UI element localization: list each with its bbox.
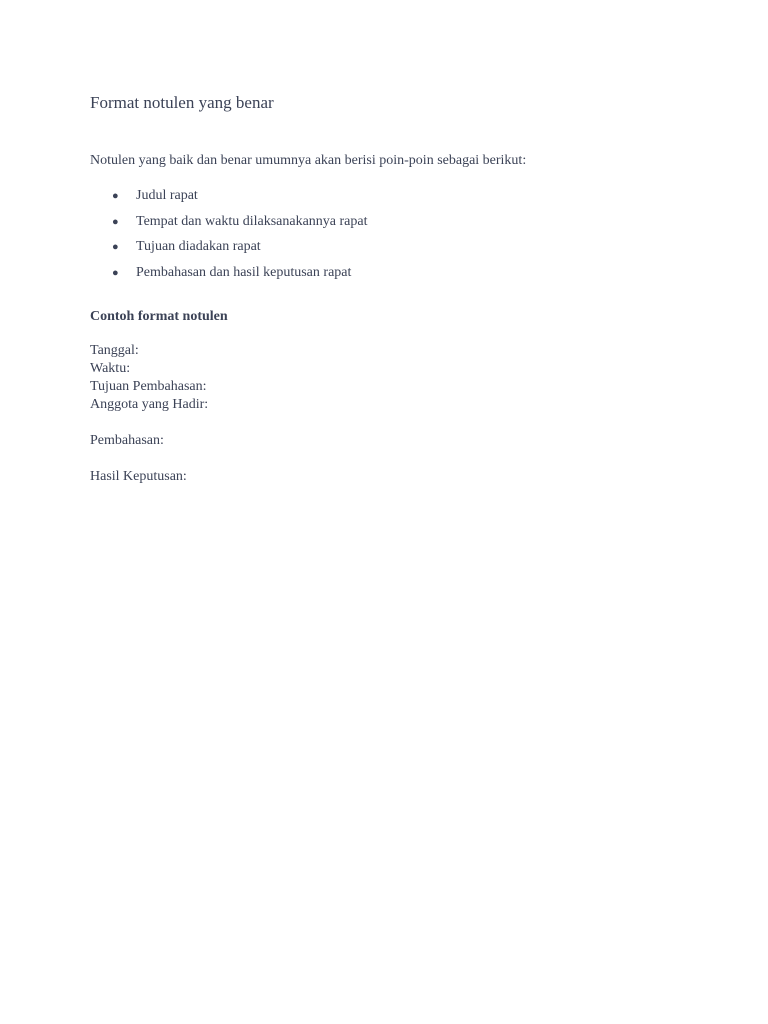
field-waktu: Waktu: — [90, 361, 131, 376]
field-pembahasan: Pembahasan: — [90, 433, 164, 448]
list-item-text: Judul rapat — [136, 188, 198, 203]
field-tanggal: Tanggal: — [90, 343, 139, 358]
list-item-text: Tempat dan waktu dilaksanakannya rapat — [136, 213, 368, 229]
document-title: Format notulen yang benar — [90, 93, 274, 112]
field-tujuan-pembahasan: Tujuan Pembahasan: — [90, 379, 207, 394]
bullet-icon: ● — [112, 190, 119, 202]
format-fields — [90, 342, 208, 414]
bullet-icon: ● — [112, 266, 119, 279]
bullet-icon: ● — [112, 241, 119, 253]
field-hasil-keputusan: Hasil Keputusan: — [90, 469, 187, 484]
intro-paragraph: Notulen yang baik dan benar umumnya akan berisi poin-poin sebagai berikut: — [90, 153, 527, 168]
list-item-text: Tujuan diadakan rapat — [136, 239, 261, 254]
section-heading: Contoh format notulen — [90, 309, 228, 324]
field-anggota-hadir: Anggota yang Hadir: — [90, 397, 209, 412]
bullet-icon: ● — [112, 215, 119, 228]
list-item-text: Pembahasan dan hasil keputusan rapat — [136, 264, 352, 280]
